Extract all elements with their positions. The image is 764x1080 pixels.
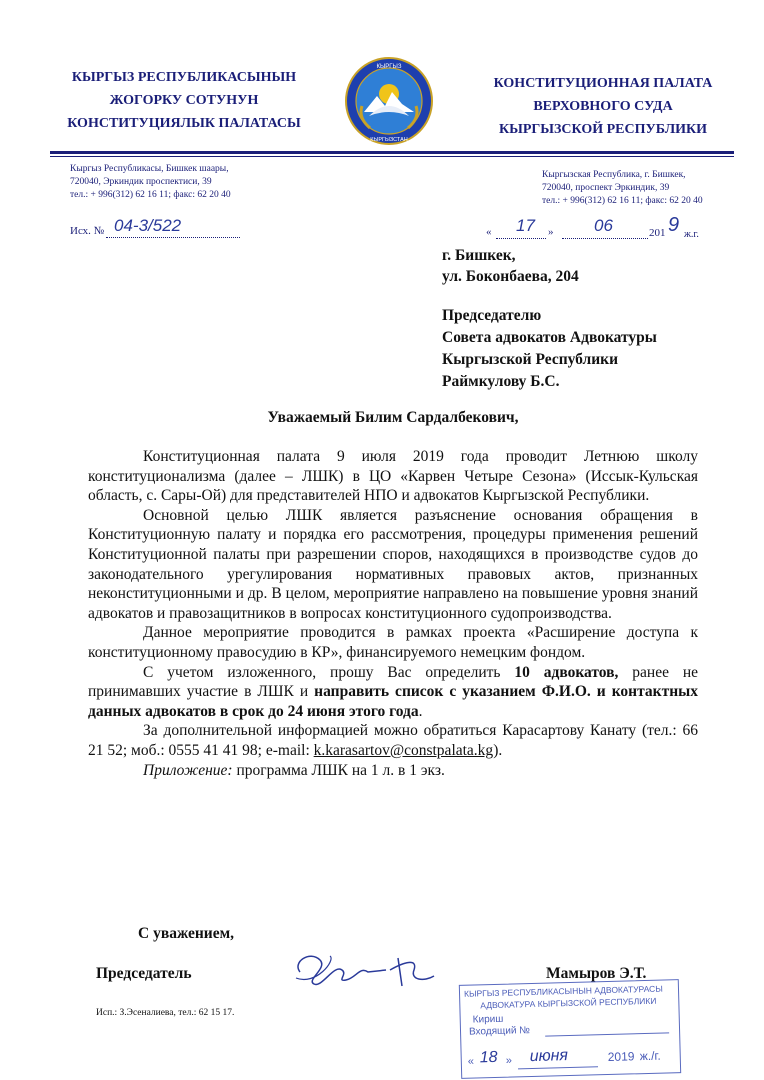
paragraph-6: [88, 761, 698, 781]
recipient-line-4: Раймкулову Б.С.: [442, 373, 560, 390]
date-month-line: [562, 238, 648, 239]
paragraph-5: [88, 721, 698, 760]
stamp-day: 18: [479, 1048, 498, 1067]
paragraph-1: Конституционная палата 9 июля 2019 года проводит Летнюю школу конституционализма (далее – ЛШК) в ЦО «Карвен Четыре Сезона» (Иссык-Кульская область, с. Сары-Ой) для представителей НПО и адвокатов Кыргызской Республики.: [88, 448, 698, 505]
stamp-month: июня: [529, 1047, 569, 1066]
signatory-name: Мамыров Э.Т.: [546, 965, 647, 982]
outgoing-number-value: 04-3/522: [114, 216, 182, 235]
contacts-left-line-1: Кыргыз Республикасы, Бишкек шаары,: [70, 164, 229, 174]
p5-text: За дополнительной информацией можно обратиться Карасартову Канату (тел.: 66 21 52; моб.: 0555 41 41 98; e-mail:: [88, 722, 698, 759]
emblem-bottom-text: КЫРГЫЗСТАН: [370, 137, 408, 143]
p4-bold-request: направить список с указанием Ф.И.О. и контактных данных адвокатов в срок до 24 июня этого года: [88, 683, 698, 720]
contacts-right: [542, 169, 742, 208]
outgoing-number-line: [106, 237, 240, 238]
executor-info: Исп.: З.Эсеналиева, тел.: 62 15 17.: [96, 1008, 235, 1018]
contacts-right-line-2: 720040, проспект Эркиндик, 39: [542, 183, 670, 193]
letterhead-right: [462, 72, 744, 141]
outgoing-label: Исх. №: [70, 225, 105, 237]
city-address: [442, 245, 742, 287]
stamp-line-4: Входящий №: [468, 1025, 531, 1038]
p5-end: ).: [493, 741, 503, 759]
signatory-position: Председатель: [96, 965, 192, 982]
stamp-year: 2019: [607, 1049, 635, 1065]
p4-bold-count: 10 адвокатов,: [514, 663, 619, 681]
letterhead-rule-thin: [50, 156, 734, 157]
p4-text-c: ранее не принимавших участие в ЛШК и: [88, 663, 699, 701]
letterhead-left-line-2: ЖОГОРКУ СОТУНУН: [109, 93, 259, 108]
stamp-month-line: [518, 1066, 598, 1069]
contacts-right-line-1: Кыргызская Республика, г. Бишкек,: [542, 170, 686, 180]
date-year-digit: 9: [668, 214, 680, 236]
date-year-prefix: 201: [649, 227, 666, 239]
paragraph-2: Основной целью ЛШК является разъяснение основания обращения в Конституционную палату и порядка его рассмотрения, процедуры применения решений Конституционной палаты при разрешении споров, находящихся в производстве судов до законодательного урегулирования нормативных правовых актов, признанных неконституционными и др. В целом, мероприятие направлено на повышение уровня знаний адвокатов и правозащитников в вопросах конституционного судопроизводства.: [88, 506, 698, 622]
address-street: ул. Боконбаева, 204: [442, 268, 579, 285]
letterhead-right-line-1: КОНСТИТУЦИОННАЯ ПАЛАТА: [493, 76, 713, 91]
closing: С уважением,: [138, 925, 235, 942]
recipient-block: [442, 305, 742, 393]
contacts-left-line-2: 720040, Эркиндик проспектиси, 39: [70, 177, 212, 187]
address-city: г. Бишкек,: [442, 247, 516, 264]
date-quote-open: «: [486, 226, 492, 238]
incoming-stamp: [459, 979, 681, 1079]
contacts-right-line-3: тел.: + 996(312) 62 16 11; факс: 62 20 40: [542, 196, 703, 206]
state-emblem: [344, 56, 434, 146]
date-day-line: [496, 238, 546, 239]
p4-text-a: С учетом изложенного, прошу Вас определить: [143, 663, 515, 681]
stamp-quote-open: «: [467, 1055, 475, 1068]
recipient-line-3: Кыргызской Республики: [442, 351, 619, 368]
paragraph-3: Данное мероприятие проводится в рамках проекта «Расширение доступа к конституционному правосудию в КР», финансируемого немецким фондом.: [88, 624, 698, 661]
letterhead-right-line-3: КЫРГЫЗСКОЙ РЕСПУБЛИКИ: [498, 122, 708, 137]
contacts-left-line-3: тел.: + 996(312) 62 16 11; факс: 62 20 40: [70, 190, 231, 200]
letter-date: [486, 214, 736, 244]
emblem-top-text: КЫРГЫЗ: [376, 64, 402, 70]
letterhead-right-line-2: ВЕРХОВНОГО СУДА: [533, 99, 673, 114]
stamp-line-2: АДВОКАТУРА КЫРГЫЗСКОЙ РЕСПУБЛИКИ: [480, 995, 657, 1011]
handwritten-signature: [286, 940, 446, 992]
recipient-line-1: Председателю: [442, 307, 542, 324]
recipient-line-2: Совета адвокатов Адвокатуры: [442, 329, 657, 346]
stamp-number-line: [545, 1032, 669, 1036]
date-month: 06: [594, 216, 613, 235]
letterhead-left: [48, 66, 320, 135]
stamp-suffix: ж./г.: [639, 1048, 661, 1064]
attachment-text: программа ЛШК на 1 л. в 1 экз.: [232, 761, 445, 779]
date-day: 17: [516, 216, 535, 235]
letterhead-left-line-3: КОНСТИТУЦИЯЛЫК ПАЛАТАСЫ: [67, 116, 301, 131]
salutation: Уважаемый Билим Сардалбекович,: [267, 409, 519, 426]
date-suffix: ж.г.: [684, 229, 699, 240]
email-link[interactable]: k.karasartov@constpalata.kg: [313, 741, 494, 759]
letterhead-left-line-1: КЫРГЫЗ РЕСПУБЛИКАСЫНЫН: [71, 70, 297, 85]
letter-body: [88, 447, 698, 780]
stamp-line-3: Кириш: [472, 1013, 504, 1026]
outgoing-number: [70, 218, 240, 242]
contacts-left: [70, 163, 330, 202]
stamp-quote-close: »: [505, 1054, 513, 1067]
paragraph-4: [88, 663, 698, 722]
stamp-line-1: КЫРГЫЗ РЕСПУБЛИКАСЫНЫН АДВОКАТУРАСЫ: [463, 983, 663, 999]
p4-text-e: .: [418, 702, 423, 720]
date-quote-close: »: [548, 226, 554, 238]
stamp-date-row: [467, 1042, 676, 1073]
letterhead-rule-thick: [50, 151, 734, 154]
attachment-label: Приложение:: [143, 761, 233, 779]
